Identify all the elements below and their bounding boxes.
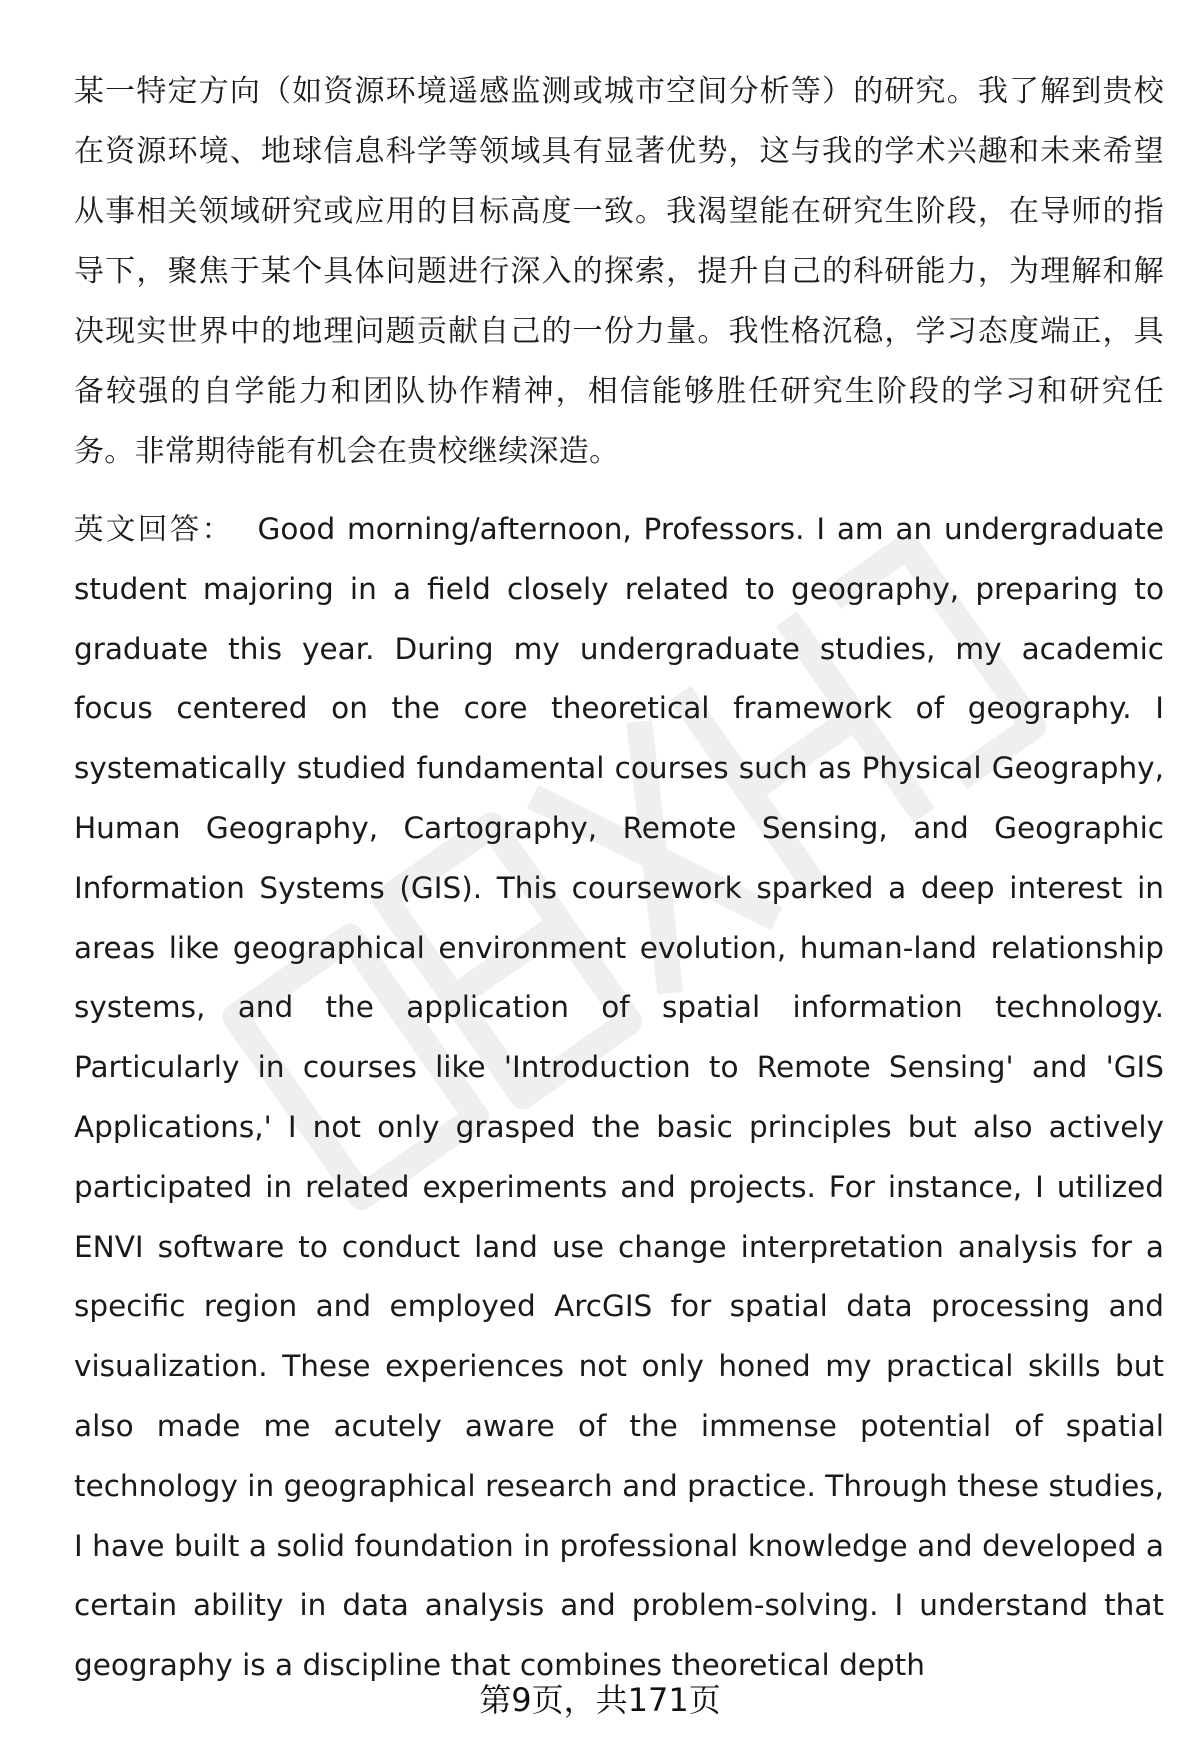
english-answer-text: Good morning/afternoon, Professors. I am an undergraduate student majoring in a field closely related to geography, preparing to graduate this year. During my undergraduate studies, my academic focus centered on the core theoretical framework of geography. I systematically studied fundamental courses such as Physical Geography, Human Geography, Cartography, Remote Sensing, and Geographic Information Systems (GIS). This coursework sparked a deep interest in areas like geographical environment evolution, human-land relationship systems, and the application of spatial information technology. Particularly in courses like 'Introduction to Remote Sensing' and 'GIS Applications,' I not only grasped the basic principles but also actively participated in related experiments and projects. For instance, I utilized ENVI software to conduct land use change interpretation analysis for a specific region and employed ArcGIS for spatial data processing and visualization. These experiences not only honed my practical skills but also made me acutely aware of the immense potential of spatial technology in geographical research and practice. Through these studies, I have built a solid foundation in professional knowledge and developed a certain ability in data analysis and problem-solving. I understand that geography is a discipline that combines theoretical depth (74, 512, 1164, 1683)
page-number-footer: 第9页，共171页 (479, 1681, 721, 1719)
english-answer-paragraph (74, 500, 1164, 1696)
chinese-answer-paragraph: 某一特定方向（如资源环境遥感监测或城市空间分析等）的研究。我了解到贵校在资源环境、地球信息科学等领域具有显著优势，这与我的学术兴趣和未来希望从事相关领域研究或应用的目标高度一致。我渴望能在研究生阶段，在导师的指导下，聚焦于某个具体问题进行深入的探索，提升自己的科研能力，为理解和解决现实世界中的地理问题贡献自己的一份力量。我性格沉稳，学习态度端正，具备较强的自学能力和团队协作精神，相信能够胜任研究生阶段的学习和研究任务。非常期待能有机会在贵校继续深造。 (74, 74, 1164, 469)
document-body (74, 62, 1164, 1696)
english-answer-label: 英文回答： (74, 512, 234, 546)
